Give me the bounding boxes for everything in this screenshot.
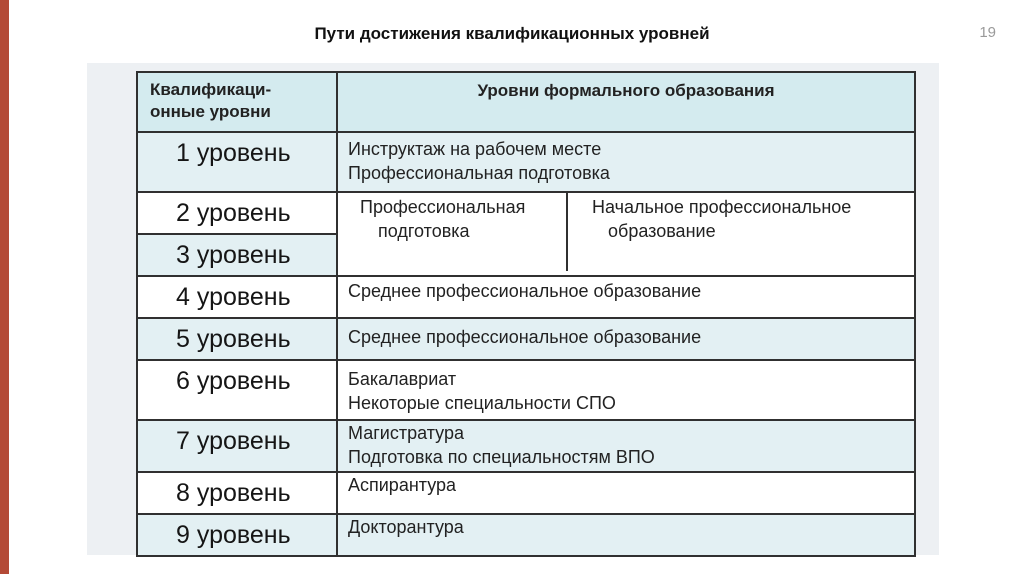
table-row [137, 420, 915, 472]
table-row [137, 472, 915, 514]
header-col1-line2: онные уровни [150, 102, 271, 121]
qualification-levels-table [136, 71, 916, 557]
education-line: Бакалавриат [348, 369, 457, 389]
table-row [137, 360, 915, 420]
level-cell: 1 уровень [137, 132, 337, 192]
education-cell: Докторантура [337, 514, 915, 556]
table-row [137, 192, 915, 234]
level-cell: 4 уровень [137, 276, 337, 318]
education-split [338, 193, 914, 271]
education-line: Магистратура [348, 423, 464, 443]
header-qualification-levels [137, 72, 337, 132]
level-cell: 8 уровень [137, 472, 337, 514]
table-row [137, 276, 915, 318]
page-number: 19 [979, 24, 996, 41]
level-cell: 9 уровень [137, 514, 337, 556]
header-formal-education [337, 72, 915, 132]
level-cell: 2 уровень [137, 192, 337, 234]
table-row [137, 132, 915, 192]
table-row [137, 318, 915, 360]
education-line: Профессиональная [360, 197, 526, 217]
education-line: подготовка [378, 221, 470, 241]
level-cell: 6 уровень [137, 360, 337, 420]
education-line: Некоторые специальности СПО [348, 393, 616, 413]
left-accent-bar [0, 0, 9, 574]
education-subcell-vocational-training [338, 193, 568, 271]
education-line: Начальное профессиональное [592, 197, 852, 217]
education-line: Подготовка по специальностям ВПО [348, 447, 655, 467]
education-cell [337, 132, 915, 192]
header-col2-label: Уровни формального образования [477, 81, 775, 100]
table-row [137, 514, 915, 556]
education-subcell-initial-vocational [568, 193, 914, 271]
education-cell [337, 360, 915, 420]
education-cell: Среднее профессиональное образование [337, 318, 915, 360]
education-line: Профессиональная подготовка [348, 163, 610, 183]
level-cell: 3 уровень [137, 234, 337, 276]
education-line: образование [608, 221, 716, 241]
table-header-row [137, 72, 915, 132]
slide-title: Пути достижения квалификационных уровней [314, 24, 710, 43]
education-line: Инструктаж на рабочем месте [348, 139, 602, 159]
level-cell: 5 уровень [137, 318, 337, 360]
level-cell: 7 уровень [137, 420, 337, 472]
education-cell: Аспирантура [337, 472, 915, 514]
education-cell: Среднее профессиональное образование [337, 276, 915, 318]
education-cell-merged [337, 192, 915, 276]
header-col1-line1: Квалификаци- [150, 80, 272, 99]
education-cell [337, 420, 915, 472]
